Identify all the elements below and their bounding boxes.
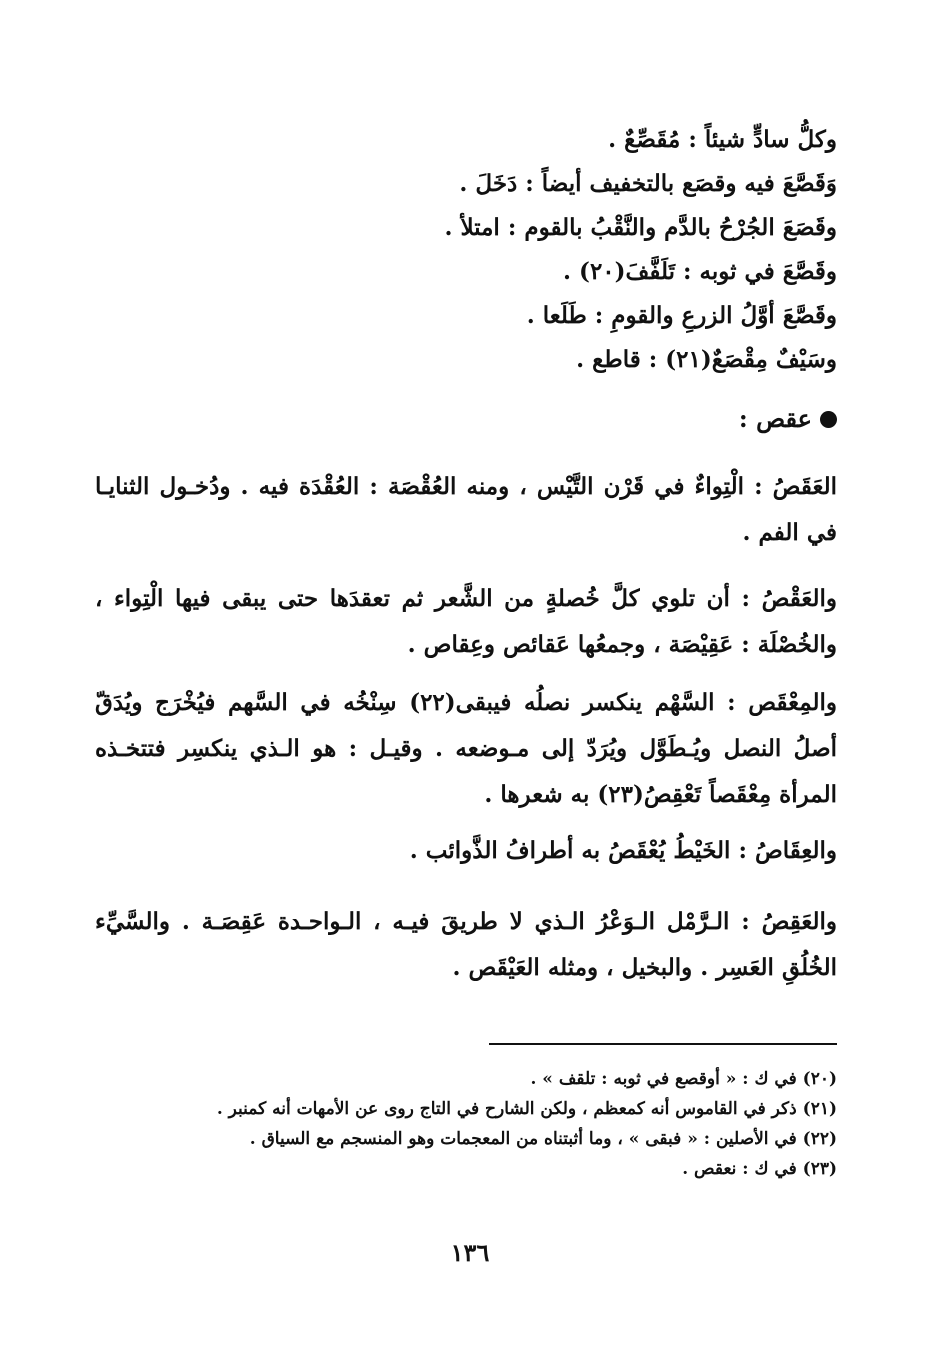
definition-line: وَقَصَّعَ فيه وقصَع بالتخفيف أيضاً : دَخَلَ .: [459, 170, 837, 197]
paragraph: [95, 899, 837, 991]
definition-paragraph: العَقَصُ : الْتِواءٌ في قَرْن التَّيْس ، ومنه العُقْصَة : العُقْدَة فيه . ودُخـول الثنايـا في الفم .: [95, 473, 837, 546]
definition-paragraph: والعَقْصُ : أن تلوي كلَّ خُصلةٍ من الشَّعر ثم تعقدَها حتى يبقى فيها الْتِواء ، والخُصْلَة : عَقِيْصَة ، وجمعُها عَقائص وعِقاص .: [95, 585, 837, 658]
definition-line: وقَصَّعَ أوَّلُ الزرعِ والقومِ : طَلَعا .: [526, 302, 837, 329]
entry-title-text: عقص :: [738, 404, 812, 433]
footnote: (٢٢) في الأصلين : « فبقى » ، وما أثبتناه من المعجمات وهو المنسجم مع السياق .: [249, 1129, 837, 1149]
paragraph: [95, 576, 837, 668]
entry-qas-continuation: [97, 118, 837, 382]
paragraph: [95, 828, 837, 874]
definition-line: وقَصَّعَ في ثوبه : تَلَفَّفَ(٢٠) .: [563, 258, 837, 285]
footnote: (٢٣) في ك : نعقص .: [682, 1159, 837, 1179]
definition-line: وقَصَعَ الجُرْحُ بالدَّم والنَّقْبُ بالقوم : امتلأ .: [444, 214, 837, 241]
footnote: (٢٠) في ك : « أوقصع في ثوبه : تلقف » .: [530, 1069, 837, 1089]
definition-paragraph: والعَقِصُ : الـرَّمْل الـوَعْرُ الـذي لا طريقَ فيـه ، الـواحـدة عَقِصَـة . والسَّيِّء الخُلُقِ العَسِر . والبخيل ، ومثله العَيْقَص .: [95, 908, 837, 981]
definition-paragraph: والمِعْقَص : السَّهْم ينكسر نصلُه فيبقى(٢٢) سِنْخُه في السَّهم فيُخْرَج ويُدَقّ أصلُ النصل ويُـطَوَّل ويُرَدّ إلى مـوضعه . وقيـل : هو الـذي ينكسِر فتتخـذه المرأة مِعْقَصاً تَعْقِصُ(٢٣) به شعرها .: [95, 689, 837, 808]
footnote: (٢١) ذكر في القاموس أنه كمعظم ، ولكن الشارح في التاج روى عن الأمهات أنه كمنبر .: [216, 1099, 837, 1119]
page-number: ١٣٦: [450, 1238, 490, 1267]
footnote-separator: [489, 1043, 837, 1045]
definition-paragraph: والعِقَاصُ : الخَيْطُ يُعْقَصُ به أطرافُ الذَّوائب .: [409, 837, 837, 864]
paragraph: [95, 464, 837, 556]
entry-heading: [97, 404, 837, 433]
footnotes: [97, 1064, 837, 1184]
bullet-icon: [820, 411, 837, 428]
definition-line: وكلُّ سادٍّ شيئاً : مُقَصِّعٌ .: [608, 126, 837, 153]
definition-line: وسَيْفٌ مِقْصَعٌ(٢١) : قاطع .: [576, 346, 837, 373]
paragraph: [95, 680, 837, 818]
entry-title: [739, 404, 837, 433]
